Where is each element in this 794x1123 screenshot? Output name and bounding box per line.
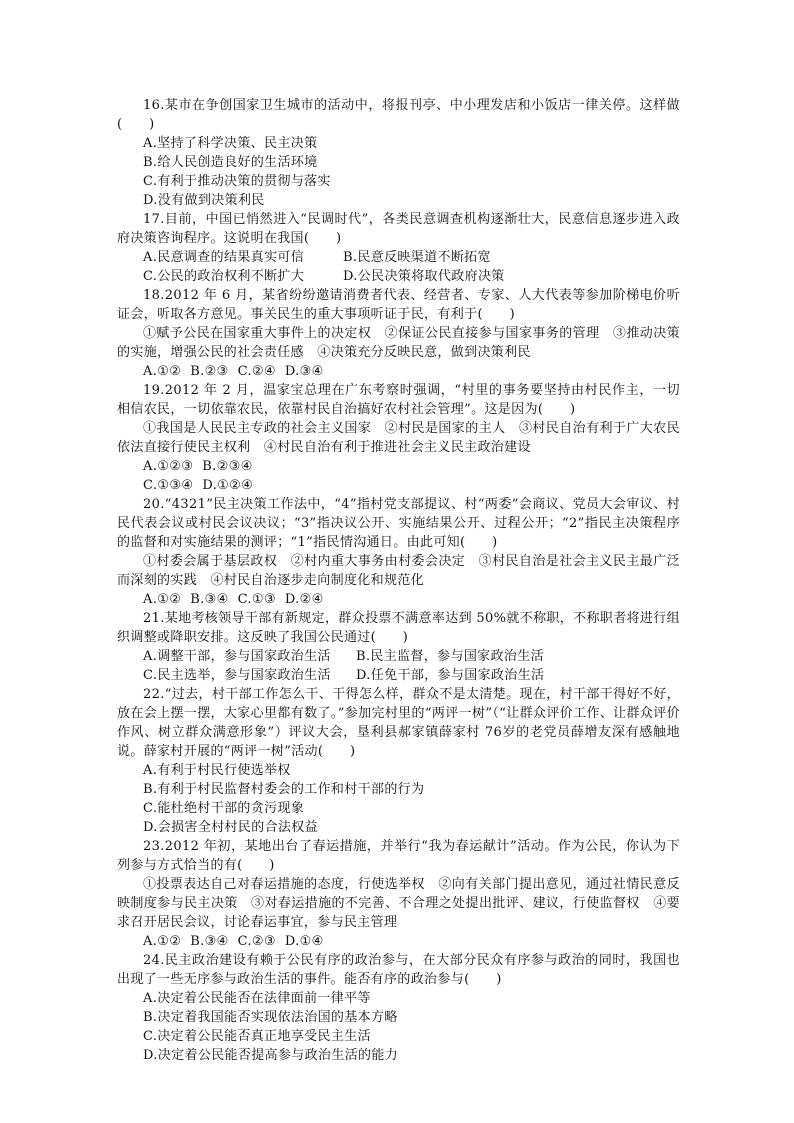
question-23-option-c: C.②③	[237, 934, 276, 949]
question-23-option-a: A.①②	[143, 934, 182, 949]
question-19-options-row-2	[117, 476, 680, 495]
question-18-option-c: C.②④	[237, 364, 276, 379]
question-19	[117, 381, 680, 495]
question-24-option-b: B.决定着我国能否实现依法治国的基本方略	[143, 1010, 398, 1025]
question-18-statements: ①赋予公民在国家重大事件上的决定权 ②保证公民直接参与国家事务的管理 ③推动决策的实施，增强公民的社会责任感 ④决策充分反映民意，做到决策利民	[117, 326, 680, 360]
question-17-option-b: B.民意反映渠道不断拓宽	[343, 250, 491, 265]
question-20-option-b: B.③④	[190, 592, 229, 607]
question-18-options	[117, 362, 680, 381]
question-19-options-row-1	[117, 457, 680, 476]
question-17-options-row-1	[117, 248, 680, 267]
question-17-options-row-2	[117, 267, 680, 286]
question-17-option-c: C.公民的政治权利不断扩大	[143, 269, 305, 284]
question-22-stem: 22.“过去，村干部工作怎么干、干得怎么样，群众不是太清楚。现在，村干部干得好不好，放在会上摆一摆，大家心里都有数了。”参加完村里的“两评一树”（“让群众评价工作、让群众评价作风、树立群众满意形象”）评议大会，垦利县郝家镇薛家村 76岁的老党员薛增友深有感触地说。薛家村开展的“两评一树”活动( )	[117, 687, 680, 759]
question-18-option-b: B.②③	[190, 364, 229, 379]
question-23-stem: 23.2012 年初，某地出台了春运措施，并举行“我为春运献计”活动。作为公民，你认为下列参与方式恰当的有( )	[117, 839, 680, 873]
question-23	[117, 837, 680, 951]
question-22	[117, 685, 680, 837]
question-24-stem: 24.民主政治建设有赖于公民有序的政治参与，在大部分民众有序参与政治的同时，我国也出现了一些无序参与政治生活的事件。能否有序的政治参与( )	[117, 953, 680, 987]
question-19-option-c: C.①③④	[143, 478, 194, 493]
question-19-stem: 19.2012 年 2 月，温家宝总理在广东考察时强调，“村里的事务要坚持由村民作主，一切相信农民，一切依靠农民，依靠村民自治搞好农村社会管理”。这是因为( )	[117, 383, 680, 417]
question-18-option-a: A.①②	[143, 364, 182, 379]
question-20-stem: 20.“4321”民主决策工作法中，“4”指村党支部提议、村“两委”会商议、党员大会审议、村民代表会议或村民会议决议；“3”指决议公开、实施结果公开、过程公开；“2”指民主决策程序的监督和对实施结果的测评；“1”指民情沟通日。由此可知( )	[117, 497, 680, 550]
question-20-statements: ①村委会属于基层政权 ②村内重大事务由村委会决定 ③村民自治是社会主义民主最广泛而深刻的实践 ④村民自治逐步走向制度化和规范化	[117, 554, 680, 588]
question-18-stem: 18.2012 年 6 月，某省纷纷邀请消费者代表、经营者、专家、人大代表等参加阶梯电价听证会，听取各方意见。事关民生的重大事项听证于民，有利于( )	[117, 288, 680, 322]
question-16-option-a: A.坚持了科学决策、民主决策	[143, 136, 318, 151]
question-16	[117, 96, 680, 210]
question-24-option-a: A.决定着公民能否在法律面前一律平等	[143, 991, 371, 1006]
question-21-option-b: B.民主监督，参与国家政治生活	[356, 649, 544, 664]
question-19-option-b: B.②③④	[202, 459, 253, 474]
question-22-option-b: B.有利于村民监督村委会的工作和村干部的行为	[143, 782, 425, 797]
question-17-stem: 17.目前，中国已悄然进入“民调时代”，各类民意调查机构逐渐壮大，民意信息逐步进入政府决策咨询程序。这说明在我国( )	[117, 212, 680, 246]
question-sheet	[117, 96, 680, 1065]
question-21-options-row-1	[117, 647, 680, 666]
question-20-options	[117, 590, 680, 609]
question-19-option-a: A.①②③	[143, 459, 194, 474]
question-19-statements: ①我国是人民民主专政的社会主义国家 ②村民是国家的主人 ③村民自治有利于广大农民依法直接行使民主权利 ④村民自治有利于推进社会主义民主政治建设	[117, 421, 680, 455]
question-16-option-c: C.有利于推动决策的贯彻与落实	[143, 174, 331, 189]
question-24-option-d: D.决定着公民能否提高参与政治生活的能力	[143, 1048, 399, 1063]
question-23-options	[117, 932, 680, 951]
question-21-options-row-2	[117, 666, 680, 685]
question-20	[117, 495, 680, 609]
question-21-option-c: C.民主选举，参与国家政治生活	[143, 668, 331, 683]
question-17-option-a: A.民意调查的结果真实可信	[143, 250, 305, 265]
question-17-option-d: D.公民决策将取代政府决策	[343, 269, 505, 284]
question-20-option-d: D.②④	[284, 592, 324, 607]
question-23-option-b: B.③④	[190, 934, 229, 949]
question-16-option-d: D.没有做到决策利民	[143, 193, 265, 208]
question-22-option-a: A.有利于村民行使选举权	[143, 763, 291, 778]
question-21-stem: 21.某地考核领导干部有新规定，群众投票不满意率达到 50%就不称职，不称职者将进行组织调整或降职安排。这反映了我国公民通过( )	[117, 611, 680, 645]
question-24	[117, 951, 680, 1065]
question-22-option-d: D.会损害全村村民的合法权益	[143, 820, 318, 835]
question-16-stem: 16.某市在争创国家卫生城市的活动中，将报刊亭、中小理发店和小饭店一律关停。这样做( )	[117, 98, 680, 132]
question-24-option-c: C.决定着公民能否真正地享受民主生活	[143, 1029, 371, 1044]
question-19-option-d: D.①②④	[202, 478, 254, 493]
question-17	[117, 210, 680, 286]
question-22-option-c: C.能杜绝村干部的贪污现象	[143, 801, 305, 816]
question-21-option-a: A.调整干部，参与国家政治生活	[143, 649, 331, 664]
question-18	[117, 286, 680, 381]
question-23-statements: ①投票表达自己对春运措施的态度，行使选举权 ②向有关部门提出意见，通过社情民意反映制度参与民主决策 ③对春运措施的不完善、不合理之处提出批评、建议，行使监督权 ④要求召开居民会议，讨论春运事宜，参与民主管理	[117, 877, 680, 930]
question-18-option-d: D.③④	[284, 364, 324, 379]
question-16-option-b: B.给人民创造良好的生活环境	[143, 155, 318, 170]
question-20-option-c: C.①③	[237, 592, 276, 607]
question-23-option-d: D.①④	[284, 934, 324, 949]
question-21-option-d: D.任免干部，参与国家政治生活	[356, 668, 545, 683]
question-20-option-a: A.①②	[143, 592, 182, 607]
question-21	[117, 609, 680, 685]
